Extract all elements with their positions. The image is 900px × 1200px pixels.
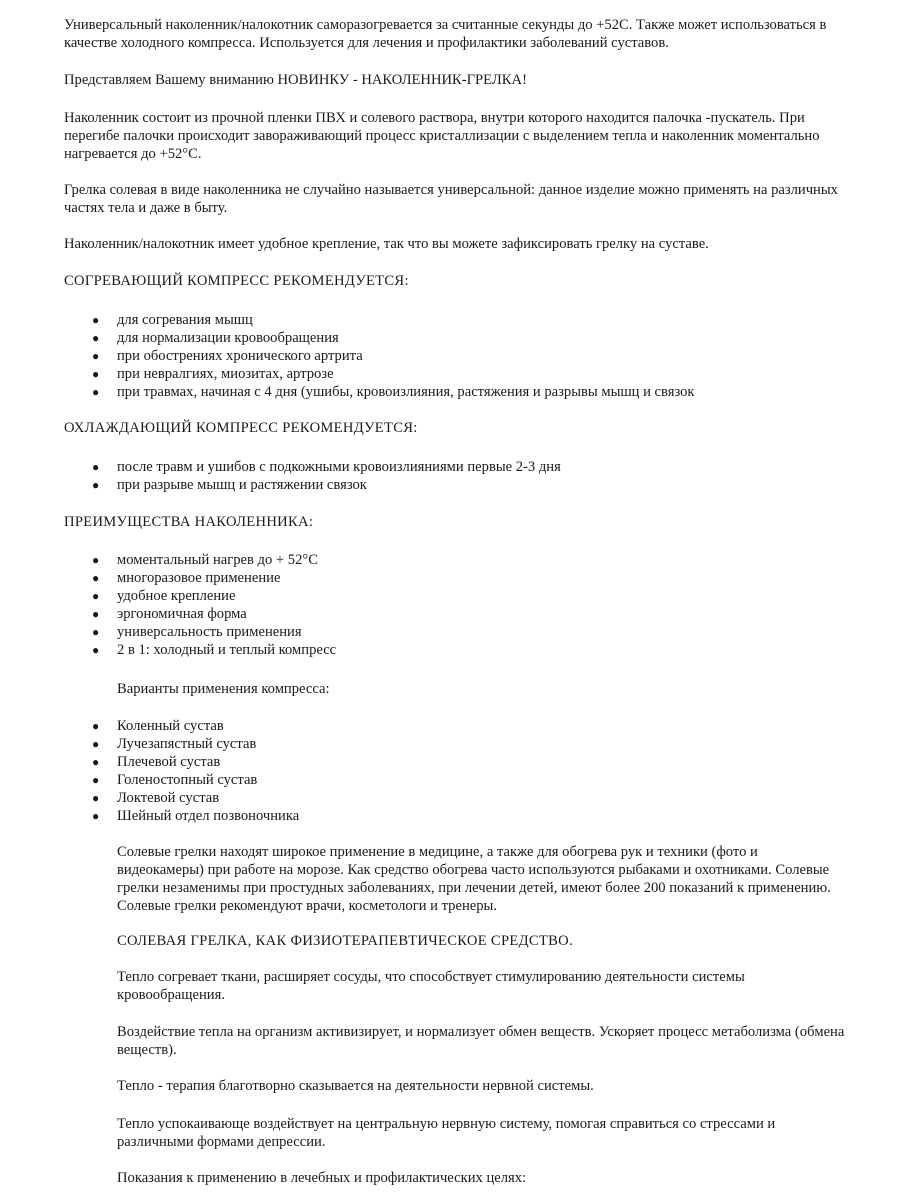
bullet-dot-icon: ● (92, 791, 100, 805)
usage-heading: Варианты применения компресса: (117, 681, 330, 697)
bullet-dot-icon: ● (92, 643, 100, 657)
advantages-heading: ПРЕИМУЩЕСТВА НАКОЛЕННИКА: (64, 514, 314, 530)
therapy-paragraph-1: Тепло согревает ткани, расширяет сосуды, что способствует стимулированию деятельности системы кровообращения. (117, 969, 745, 1003)
bullet-dot-icon: ● (92, 625, 100, 639)
intro-paragraph: Универсальный наколенник/налокотник саморазогревается за считанные секунды до +52С. Также может использоваться в качестве холодного компресса. Используется для лечения и профилактики заболеваний суставов. (64, 17, 827, 51)
list-item: ● при обострениях хронического артрита (92, 348, 363, 364)
bullet-dot-icon: ● (92, 571, 100, 585)
cooling-list (92, 458, 561, 494)
therapy-paragraph-2: Воздействие тепла на организм активизирует, и нормализует обмен веществ. Ускоряет процесс метаболизма (обмена веществ). (117, 1024, 845, 1058)
list-item: ● моментальный нагрев до + 52°С (92, 552, 318, 568)
bullet-dot-icon: ● (92, 607, 100, 621)
warming-list (92, 311, 695, 401)
list-item: ● удобное крепление (92, 588, 236, 604)
wide-use-paragraph: Солевые грелки находят широкое применение в медицине, а также для обогрева рук и техники (фото и видеокамеры) при работе на морозе. Как средство обогрева часто используются рыбаками и охотниками. Солевые грелки незаменимы при простудных заболеваниях, при лечении детей, имеют более 200 показаний к применению. Солевые грелки рекомендуют врачи, косметологи и тренеры. (117, 844, 831, 914)
therapy-paragraph-5: Показания к применению в лечебных и профилактических целях: (117, 1170, 527, 1186)
bullet-dot-icon: ● (92, 719, 100, 733)
composition-paragraph: Наколенник состоит из прочной пленки ПВХ и солевого раствора, внутри которого находится палочка -пускатель. При перегибе палочки происходит завораживающий процесс кристаллизации с выделением тепла и наколенник моментально нагревается до +52°С. (64, 110, 820, 162)
warming-heading: СОГРЕВАЮЩИЙ КОМПРЕСС РЕКОМЕНДУЕТСЯ: (64, 273, 409, 289)
cooling-heading: ОХЛАЖДАЮЩИЙ КОМПРЕСС РЕКОМЕНДУЕТСЯ: (64, 420, 418, 436)
bullet-dot-icon: ● (92, 367, 100, 381)
list-item: ● для согревания мышц (92, 312, 253, 328)
list-item: ● многоразовое применение (92, 570, 281, 586)
bullet-dot-icon: ● (92, 478, 100, 492)
bullet-dot-icon: ● (92, 773, 100, 787)
bullet-dot-icon: ● (92, 313, 100, 327)
novelty-paragraph: Представляем Вашему вниманию НОВИНКУ - НАКОЛЕННИК-ГРЕЛКА! (64, 72, 527, 88)
list-item: ● Локтевой сустав (92, 790, 220, 806)
therapy-heading: СОЛЕВАЯ ГРЕЛКА, КАК ФИЗИОТЕРАПЕВТИЧЕСКОЕ СРЕДСТВО. (117, 933, 573, 949)
list-item: ● 2 в 1: холодный и теплый компресс (92, 642, 337, 658)
bullet-dot-icon: ● (92, 349, 100, 363)
bullet-dot-icon: ● (92, 737, 100, 751)
therapy-paragraph-4: Тепло успокаивающе воздействует на центральную нервную систему, помогая справиться со стрессами и различными формами депрессии. (117, 1116, 776, 1150)
bullet-dot-icon: ● (92, 331, 100, 345)
list-item: ● Лучезапястный сустав (92, 736, 257, 752)
list-item: ● эргономичная форма (92, 606, 247, 622)
bullet-dot-icon: ● (92, 553, 100, 567)
list-item: ● для нормализации кровообращения (92, 330, 339, 346)
list-item: ● при невралгиях, миозитах, артрозе (92, 366, 334, 382)
list-item: ● Плечевой сустав (92, 754, 221, 770)
usage-list (92, 717, 299, 825)
universal-paragraph: Грелка солевая в виде наколенника не случайно называется универсальной: данное изделие можно применять на различных частях тела и даже в быту. (64, 182, 838, 216)
list-item: ● Шейный отдел позвоночника (92, 808, 300, 824)
list-item: ● после травм и ушибов с подкожными кровоизлияниями первые 2-3 дня (92, 459, 561, 475)
list-item: ● Голеностопный сустав (92, 772, 258, 788)
bullet-dot-icon: ● (92, 809, 100, 823)
list-item: ● при разрыве мышц и растяжении связок (92, 477, 367, 493)
therapy-paragraph-3: Тепло - терапия благотворно сказывается на деятельности нервной системы. (117, 1078, 594, 1094)
bullet-dot-icon: ● (92, 385, 100, 399)
fastening-paragraph: Наколенник/налокотник имеет удобное крепление, так что вы можете зафиксировать грелку на суставе. (64, 236, 709, 252)
bullet-dot-icon: ● (92, 755, 100, 769)
list-item: ● при травмах, начиная с 4 дня (ушибы, кровоизлияния, растяжения и разрывы мышц и связок (92, 384, 695, 400)
advantages-list (92, 551, 336, 659)
bullet-dot-icon: ● (92, 589, 100, 603)
list-item: ● универсальность применения (92, 624, 302, 640)
bullet-dot-icon: ● (92, 460, 100, 474)
list-item: ● Коленный сустав (92, 718, 224, 734)
